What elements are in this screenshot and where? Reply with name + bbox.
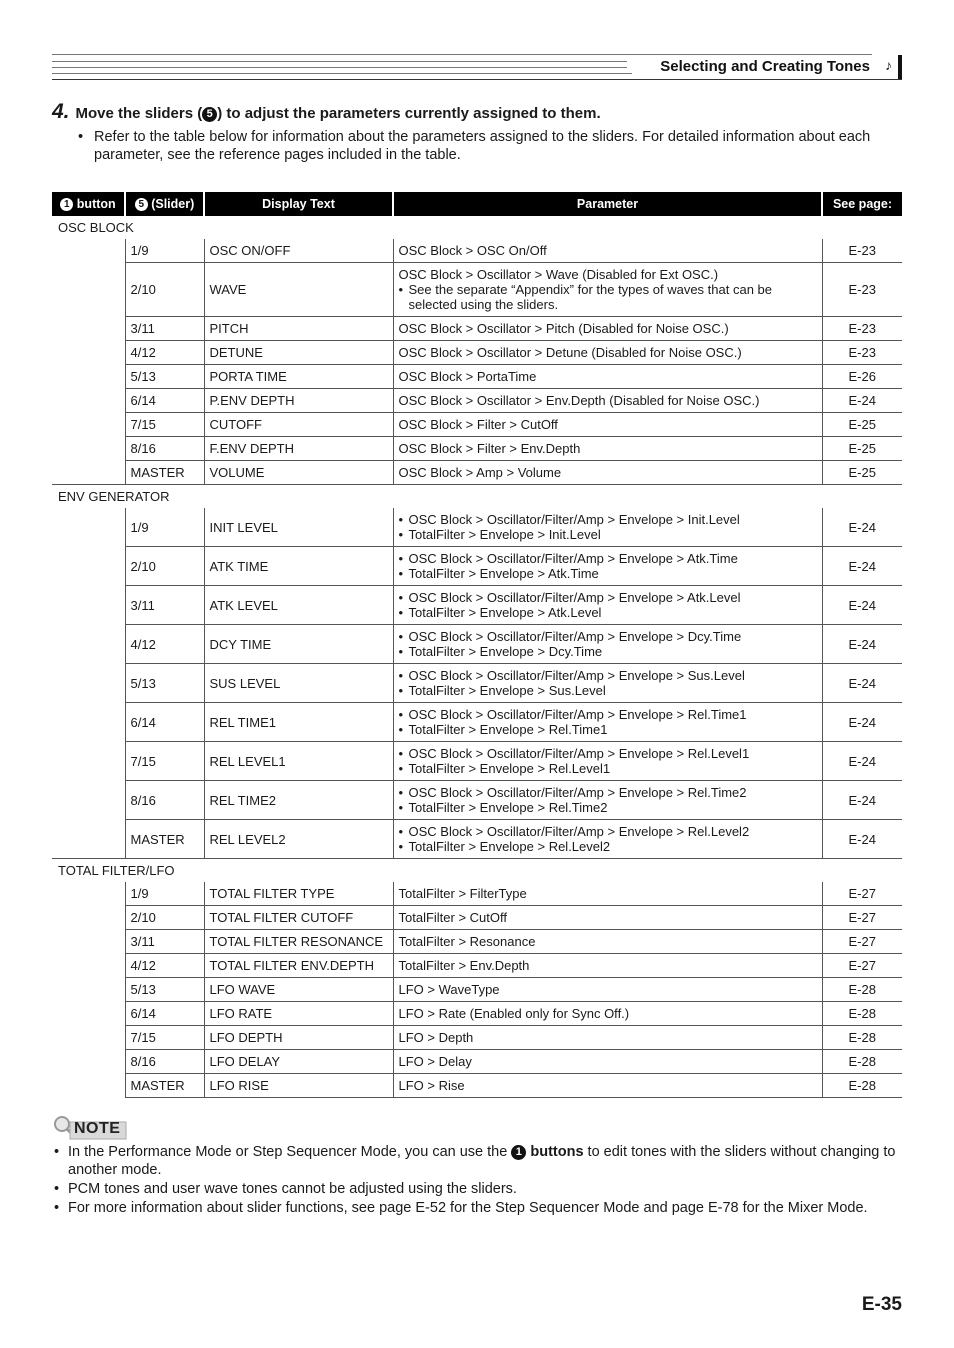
step-text-after: ) to adjust the parameters currently assigned to them.: [217, 105, 601, 122]
parameter-text: OSC Block > Oscillator > Wave (Disabled for Ext OSC.): [398, 267, 719, 282]
section-row: [52, 216, 902, 239]
header-rule: [52, 67, 627, 68]
see-page-cell: E-24: [822, 625, 902, 664]
parameter-text: • TotalFilter > Envelope > Atk.Level: [399, 605, 817, 620]
parameter-text: • TotalFilter > Envelope > Init.Level: [399, 527, 817, 542]
parameter-cell: [393, 263, 822, 317]
step-text: [76, 105, 601, 122]
see-page-cell: E-28: [822, 1050, 902, 1074]
see-page-cell: E-25: [822, 437, 902, 461]
see-page-cell: E-23: [822, 341, 902, 365]
table-row: [52, 239, 902, 263]
see-page-cell: E-27: [822, 930, 902, 954]
page-header: [52, 54, 902, 80]
parameter-text: OSC Block > PortaTime: [398, 369, 537, 384]
step-heading: [52, 100, 902, 124]
parameter-text: • TotalFilter > Envelope > Rel.Time1: [399, 722, 817, 737]
see-page-cell: E-28: [822, 1002, 902, 1026]
parameter-text: • OSC Block > Oscillator/Filter/Amp > Envelope > Sus.Level: [399, 668, 817, 683]
parameter-cell: [393, 664, 822, 703]
see-page-cell: E-27: [822, 906, 902, 930]
list-item: • PCM tones and user wave tones cannot be adjusted using the sliders.: [54, 1181, 517, 1197]
button-cell: [52, 820, 125, 859]
slider-cell: 2/10: [125, 906, 204, 930]
table-row: [52, 1050, 902, 1074]
table-row: [52, 547, 902, 586]
table-row: [52, 389, 902, 413]
parameter-text: • OSC Block > Oscillator/Filter/Amp > Envelope > Init.Level: [399, 512, 817, 527]
see-page-cell: E-24: [822, 703, 902, 742]
parameter-cell: [393, 508, 822, 547]
parameter-cell: [393, 820, 822, 859]
header-see-page: See page:: [822, 192, 902, 216]
button-cell: [52, 882, 125, 906]
button-marker-icon: 1: [60, 198, 73, 211]
table-row: [52, 341, 902, 365]
button-cell: [52, 389, 125, 413]
parameter-text: • TotalFilter > Envelope > Sus.Level: [399, 683, 817, 698]
table-body: [52, 216, 902, 1098]
header-rule: [52, 79, 902, 80]
button-cell: [52, 365, 125, 389]
see-page-cell: E-24: [822, 547, 902, 586]
header-rule: [52, 54, 872, 55]
button-cell: [52, 461, 125, 485]
parameter-text: • OSC Block > Oscillator/Filter/Amp > Envelope > Rel.Time1: [399, 707, 817, 722]
slider-cell: 8/16: [125, 781, 204, 820]
parameter-text: LFO > Delay: [398, 1054, 472, 1069]
display-text-cell: WAVE: [204, 263, 393, 317]
button-cell: [52, 547, 125, 586]
slider-marker-icon: 5: [202, 107, 217, 122]
section-row: [52, 485, 902, 509]
music-note-icon: ♪: [885, 57, 892, 73]
display-text-cell: PITCH: [204, 317, 393, 341]
parameter-cell: [393, 437, 822, 461]
button-cell: [52, 930, 125, 954]
see-page-cell: E-23: [822, 263, 902, 317]
table-row: [52, 742, 902, 781]
table-row: [52, 461, 902, 485]
slider-marker-icon: 5: [135, 198, 148, 211]
step-text-before: Move the sliders (: [75, 105, 203, 122]
parameter-cell: [393, 625, 822, 664]
display-text-cell: VOLUME: [204, 461, 393, 485]
parameter-cell: [393, 954, 822, 978]
display-text-cell: REL LEVEL1: [204, 742, 393, 781]
display-text-cell: SUS LEVEL: [204, 664, 393, 703]
table-row: [52, 820, 902, 859]
parameter-text: OSC Block > Oscillator > Detune (Disabled for Noise OSC.): [398, 345, 742, 360]
parameter-cell: [393, 781, 822, 820]
table-row: [52, 703, 902, 742]
table-header-row: [52, 192, 902, 216]
display-text-cell: OSC ON/OFF: [204, 239, 393, 263]
display-text-cell: DETUNE: [204, 341, 393, 365]
display-text-cell: ATK TIME: [204, 547, 393, 586]
table-row: [52, 882, 902, 906]
button-cell: [52, 1050, 125, 1074]
table-row: [52, 586, 902, 625]
button-cell: [52, 1002, 125, 1026]
slider-cell: MASTER: [125, 1074, 204, 1098]
parameter-text: TotalFilter > FilterType: [398, 886, 527, 901]
table-row: [52, 906, 902, 930]
header-slider: 5 (Slider): [125, 192, 204, 216]
bullet-icon: •: [54, 1200, 60, 1216]
see-page-cell: E-25: [822, 461, 902, 485]
see-page-cell: E-23: [822, 317, 902, 341]
table-row: [52, 263, 902, 317]
display-text-cell: REL LEVEL2: [204, 820, 393, 859]
display-text-cell: LFO RISE: [204, 1074, 393, 1098]
parameter-text: OSC Block > Oscillator > Pitch (Disabled for Noise OSC.): [398, 321, 729, 336]
see-page-cell: E-28: [822, 1026, 902, 1050]
button-cell: [52, 413, 125, 437]
parameter-text: TotalFilter > Env.Depth: [398, 958, 530, 973]
display-text-cell: F.ENV DEPTH: [204, 437, 393, 461]
parameter-cell: [393, 341, 822, 365]
see-page-cell: E-24: [822, 820, 902, 859]
page-number: E-35: [861, 1294, 902, 1315]
slider-cell: 7/15: [125, 1026, 204, 1050]
display-text-cell: LFO WAVE: [204, 978, 393, 1002]
see-page-cell: E-24: [822, 508, 902, 547]
parameter-cell: [393, 413, 822, 437]
slider-cell: 4/12: [125, 625, 204, 664]
display-text-cell: PORTA TIME: [204, 365, 393, 389]
parameter-text: OSC Block > Oscillator > Env.Depth (Disabled for Noise OSC.): [398, 393, 760, 408]
see-page-cell: E-24: [822, 742, 902, 781]
button-marker-icon: 1: [511, 1145, 526, 1160]
display-text-cell: ATK LEVEL: [204, 586, 393, 625]
parameter-cell: [393, 389, 822, 413]
parameter-text: LFO > Rate (Enabled only for Sync Off.): [398, 1006, 630, 1021]
display-text-cell: LFO RATE: [204, 1002, 393, 1026]
display-text-cell: TOTAL FILTER CUTOFF: [204, 906, 393, 930]
parameter-cell: [393, 882, 822, 906]
parameter-text: OSC Block > Filter > CutOff: [398, 417, 558, 432]
step-number: 4.: [52, 100, 70, 123]
slider-cell: 2/10: [125, 547, 204, 586]
slider-parameter-table: [52, 192, 902, 1098]
slider-cell: 7/15: [125, 742, 204, 781]
section-label: ENV GENERATOR: [52, 485, 902, 509]
list-item: • In the Performance Mode or Step Sequencer Mode, you can use the 1 buttons to edit tones with the sliders without changing to another mode.: [54, 1144, 896, 1178]
display-text-cell: TOTAL FILTER RESONANCE: [204, 930, 393, 954]
header-rule: [52, 73, 632, 74]
slider-cell: 3/11: [125, 317, 204, 341]
button-cell: [52, 625, 125, 664]
see-page-cell: E-23: [822, 239, 902, 263]
slider-cell: MASTER: [125, 461, 204, 485]
parameter-cell: [393, 1050, 822, 1074]
table-row: [52, 781, 902, 820]
see-page-cell: E-24: [822, 664, 902, 703]
header-end-bar: [898, 55, 902, 79]
list-item: • For more information about slider functions, see page E-52 for the Step Sequencer Mode and page E-78 for the Mixer Mode.: [54, 1200, 868, 1216]
parameter-text: • TotalFilter > Envelope > Rel.Time2: [399, 800, 817, 815]
button-cell: [52, 317, 125, 341]
display-text-cell: DCY TIME: [204, 625, 393, 664]
step-bullet-text: Refer to the table below for information about the parameters assigned to the sliders. For detailed information about each parameter, see the reference pages included in the table.: [94, 129, 871, 163]
slider-cell: 1/9: [125, 508, 204, 547]
parameter-text: • OSC Block > Oscillator/Filter/Amp > Envelope > Atk.Level: [399, 590, 817, 605]
section-label: OSC BLOCK: [58, 220, 134, 235]
note-label: NOTE: [74, 1120, 121, 1137]
display-text-cell: TOTAL FILTER ENV.DEPTH: [204, 954, 393, 978]
slider-cell: 4/12: [125, 954, 204, 978]
parameter-text: • OSC Block > Oscillator/Filter/Amp > Envelope > Rel.Level2: [399, 824, 817, 839]
section-row: [52, 859, 902, 883]
parameter-cell: [393, 703, 822, 742]
see-page-cell: E-28: [822, 1074, 902, 1098]
parameter-text: • OSC Block > Oscillator/Filter/Amp > Envelope > Rel.Time2: [399, 785, 817, 800]
slider-cell: 6/14: [125, 389, 204, 413]
see-page-cell: E-27: [822, 954, 902, 978]
slider-cell: 2/10: [125, 263, 204, 317]
bullet-icon: •: [54, 1181, 60, 1197]
step-bullet: [78, 128, 908, 164]
parameter-cell: [393, 317, 822, 341]
parameter-cell: [393, 1002, 822, 1026]
header-display-text: Display Text: [204, 192, 393, 216]
display-text-cell: P.ENV DEPTH: [204, 389, 393, 413]
display-text-cell: CUTOFF: [204, 413, 393, 437]
parameter-text: • TotalFilter > Envelope > Rel.Level2: [399, 839, 817, 854]
display-text-cell: REL TIME1: [204, 703, 393, 742]
section-title: Selecting and Creating Tones: [660, 58, 870, 75]
see-page-cell: E-28: [822, 978, 902, 1002]
bullet-icon: •: [54, 1144, 60, 1160]
parameter-text: • TotalFilter > Envelope > Dcy.Time: [399, 644, 817, 659]
parameter-text: LFO > WaveType: [398, 982, 500, 997]
table-row: [52, 437, 902, 461]
parameter-text: • OSC Block > Oscillator/Filter/Amp > Envelope > Atk.Time: [399, 551, 817, 566]
table-row: [52, 1074, 902, 1098]
display-text-cell: LFO DELAY: [204, 1050, 393, 1074]
slider-cell: 6/14: [125, 1002, 204, 1026]
parameter-cell: [393, 906, 822, 930]
parameter-cell: [393, 461, 822, 485]
slider-cell: 5/13: [125, 664, 204, 703]
slider-cell: 1/9: [125, 239, 204, 263]
parameter-text: OSC Block > Amp > Volume: [398, 465, 562, 480]
parameter-cell: [393, 239, 822, 263]
slider-cell: 1/9: [125, 882, 204, 906]
slider-cell: 3/11: [125, 930, 204, 954]
button-cell: [52, 703, 125, 742]
table-row: [52, 365, 902, 389]
parameter-text: TotalFilter > Resonance: [398, 934, 536, 949]
button-cell: [52, 586, 125, 625]
parameter-text: TotalFilter > CutOff: [398, 910, 507, 925]
bullet-icon: •: [78, 129, 84, 145]
parameter-text: LFO > Depth: [398, 1030, 474, 1045]
parameter-text: • OSC Block > Oscillator/Filter/Amp > Envelope > Rel.Level1: [399, 746, 817, 761]
see-page-cell: E-27: [822, 882, 902, 906]
parameter-cell: [393, 930, 822, 954]
table-row: [52, 930, 902, 954]
table-row: [52, 978, 902, 1002]
parameter-cell: [393, 978, 822, 1002]
parameter-cell: [393, 742, 822, 781]
display-text-cell: INIT LEVEL: [204, 508, 393, 547]
parameter-text: LFO > Rise: [398, 1078, 465, 1093]
see-page-cell: E-24: [822, 389, 902, 413]
button-cell: [52, 906, 125, 930]
button-cell: [52, 954, 125, 978]
table-row: [52, 317, 902, 341]
button-cell: [52, 781, 125, 820]
slider-cell: 5/13: [125, 978, 204, 1002]
parameter-cell: [393, 1074, 822, 1098]
table-row: [52, 954, 902, 978]
parameter-cell: [393, 1026, 822, 1050]
note-list: [52, 1143, 902, 1218]
parameter-cell: [393, 586, 822, 625]
button-cell: [52, 978, 125, 1002]
section-label: TOTAL FILTER/LFO: [52, 859, 902, 883]
table-row: [52, 508, 902, 547]
header-button: 1 button: [52, 192, 125, 216]
display-text-cell: REL TIME2: [204, 781, 393, 820]
button-cell: [52, 1026, 125, 1050]
table-row: [52, 1026, 902, 1050]
parameter-cell: [393, 547, 822, 586]
table-row: [52, 413, 902, 437]
note-heading: [52, 1114, 132, 1145]
button-cell: [52, 1074, 125, 1098]
button-cell: [52, 664, 125, 703]
slider-cell: 8/16: [125, 1050, 204, 1074]
slider-cell: MASTER: [125, 820, 204, 859]
display-text-cell: TOTAL FILTER TYPE: [204, 882, 393, 906]
table-row: [52, 664, 902, 703]
parameter-text: • TotalFilter > Envelope > Rel.Level1: [399, 761, 817, 776]
table-row: [52, 625, 902, 664]
header-rule: [52, 61, 627, 62]
button-cell: [52, 742, 125, 781]
parameter-text: OSC Block > Filter > Env.Depth: [398, 441, 581, 456]
slider-cell: 6/14: [125, 703, 204, 742]
slider-cell: 4/12: [125, 341, 204, 365]
button-cell: [52, 341, 125, 365]
parameter-text: • See the separate “Appendix” for the types of waves that can be selected using the sliders.: [399, 282, 817, 312]
parameter-text: OSC Block > OSC On/Off: [398, 243, 547, 258]
table-row: [52, 1002, 902, 1026]
see-page-cell: E-24: [822, 586, 902, 625]
button-cell: [52, 239, 125, 263]
header-parameter: Parameter: [393, 192, 822, 216]
parameter-cell: [393, 365, 822, 389]
see-page-cell: E-25: [822, 413, 902, 437]
slider-cell: 8/16: [125, 437, 204, 461]
button-cell: [52, 437, 125, 461]
button-cell: [52, 508, 125, 547]
see-page-cell: E-24: [822, 781, 902, 820]
display-text-cell: LFO DEPTH: [204, 1026, 393, 1050]
see-page-cell: E-26: [822, 365, 902, 389]
slider-cell: 3/11: [125, 586, 204, 625]
parameter-text: • TotalFilter > Envelope > Atk.Time: [399, 566, 817, 581]
slider-cell: 5/13: [125, 365, 204, 389]
slider-cell: 7/15: [125, 413, 204, 437]
parameter-text: • OSC Block > Oscillator/Filter/Amp > Envelope > Dcy.Time: [399, 629, 817, 644]
button-cell: [52, 263, 125, 317]
